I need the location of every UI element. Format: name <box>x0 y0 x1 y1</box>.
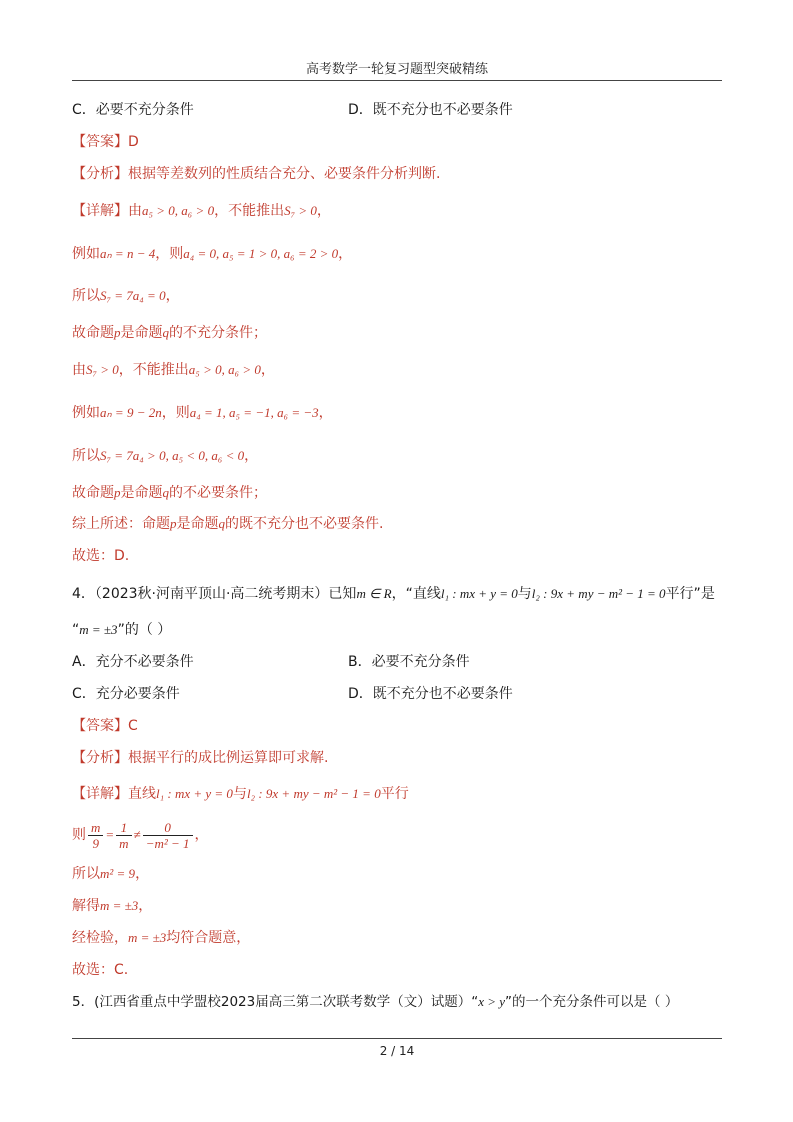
text: 所以 <box>72 866 100 882</box>
fraction-m-over-9 <box>88 820 103 851</box>
answer-value: C <box>128 718 138 734</box>
detail-tag: 【详解】 <box>72 203 128 219</box>
math: p <box>114 325 121 340</box>
analysis-text: 根据平行的成比例运算即可求解. <box>128 750 329 766</box>
text: 例如 <box>72 405 100 421</box>
numerator: 0 <box>143 820 193 836</box>
text: 所以 <box>72 448 100 464</box>
math: m² = 9 <box>100 866 136 881</box>
numerator: 1 <box>116 820 131 836</box>
math: p <box>170 516 177 531</box>
text: 的既不充分也不必要条件. <box>225 516 384 532</box>
q3-detail-line-3 <box>72 286 180 306</box>
text: 由 <box>72 362 86 378</box>
page-number: 2 / 14 <box>379 1044 415 1058</box>
text: ”的一个充分条件可以是（ ） <box>505 994 679 1010</box>
page-header: 高考数学一轮复习题型突破精练 <box>305 62 488 77</box>
q3-option-d: D．既不充分也不必要条件 <box>348 102 513 118</box>
math: q <box>162 325 169 340</box>
text: ， <box>138 898 153 914</box>
answer-tag: 【答案】 <box>72 134 128 150</box>
q3-answer <box>72 132 139 152</box>
q3-detail-line-1 <box>72 201 331 221</box>
q4-analysis <box>72 748 328 768</box>
q3-option-c: C．必要不充分条件 <box>72 102 194 118</box>
answer-tag: 【答案】 <box>72 718 128 734</box>
text: 所以 <box>72 288 100 304</box>
q3-detail-line-5 <box>72 360 275 380</box>
text: ， <box>165 288 180 304</box>
math: q <box>162 485 169 500</box>
detail-tag: 【详解】 <box>72 786 128 802</box>
q4-stem-line-1 <box>72 584 715 604</box>
text: 是命题 <box>176 516 219 532</box>
math: a₅ > 0, a₆ > 0 <box>142 203 215 218</box>
q3-detail-line-10: 故选：D. <box>72 548 130 564</box>
math: l₂ : 9x + my − m² − 1 = 0 <box>246 786 381 801</box>
math: S₇ > 0 <box>284 203 317 218</box>
math: aₙ = 9 − 2n <box>100 405 162 420</box>
text: ”的（ ） <box>117 622 172 638</box>
text: 平行”是 <box>665 586 715 602</box>
q3-detail-line-9 <box>72 514 383 534</box>
math: l₂ : 9x + my − m² − 1 = 0 <box>531 586 666 601</box>
math: a₄ = 0, a₅ = 1 > 0, a₆ = 2 > 0 <box>183 246 339 261</box>
text: ， <box>338 246 353 262</box>
text: ，不能推出 <box>214 203 285 219</box>
text: ， <box>194 827 209 843</box>
text: ， <box>135 866 150 882</box>
q3-detail-line-4 <box>72 323 267 343</box>
text: 例如 <box>72 246 100 262</box>
math: S₇ = 7a₄ > 0, a₅ < 0, a₆ < 0 <box>100 448 245 463</box>
text: 均符合题意， <box>166 930 251 946</box>
denominator: −m² − 1 <box>145 835 190 851</box>
text: ， <box>260 362 275 378</box>
analysis-tag: 【分析】 <box>72 166 128 182</box>
analysis-text: 根据等差数列的性质结合充分、必要条件分析判断. <box>128 166 441 182</box>
footer-rule <box>72 1038 722 1039</box>
math: m = ±3 <box>128 930 167 945</box>
text: 平行 <box>380 786 409 802</box>
numerator: m <box>88 820 103 836</box>
text: ， <box>244 448 259 464</box>
math: p <box>114 485 121 500</box>
math: x > y <box>478 994 506 1009</box>
math: m = ±3 <box>100 898 139 913</box>
text: ， <box>318 405 333 421</box>
math: S₇ = 7a₄ = 0 <box>100 288 166 303</box>
text: 5．(江西省重点中学盟校2023届高三第二次联考数学（文）试题）“ <box>72 994 479 1010</box>
answer-value: D <box>128 134 139 150</box>
q4-answer <box>72 716 138 736</box>
fraction-0-over-expr <box>143 820 193 851</box>
text: 则 <box>72 827 86 843</box>
text: ，则 <box>161 405 190 421</box>
text: ， <box>316 203 331 219</box>
q4-detail-line-3 <box>72 864 149 884</box>
text: 的不充分条件； <box>169 325 267 341</box>
text: 是命题 <box>120 485 163 501</box>
text: ，不能推出 <box>118 362 189 378</box>
text: 故命题 <box>72 485 114 501</box>
q4-option-b: B．必要不充分条件 <box>348 654 470 670</box>
text: 由 <box>128 203 142 219</box>
text: 的不必要条件； <box>169 485 267 501</box>
not-equal-sign: ≠ <box>133 827 141 842</box>
q3-analysis <box>72 164 440 184</box>
text: ，则 <box>155 246 184 262</box>
text: 4．（2023秋·河南平顶山·高二统考期末）已知 <box>72 586 357 602</box>
q4-detail-line-6: 故选：C. <box>72 962 129 978</box>
q5-stem <box>72 992 678 1012</box>
q4-detail-line-2 <box>72 818 209 852</box>
denominator: 9 <box>92 835 99 851</box>
math: l₁ : mx + y = 0 <box>440 586 518 601</box>
q4-option-c: C．充分必要条件 <box>72 686 180 702</box>
text: 直线 <box>128 786 156 802</box>
text: 与 <box>232 786 247 802</box>
q3-detail-line-7 <box>72 446 258 466</box>
q3-detail-line-2 <box>72 244 352 264</box>
text: 是命题 <box>120 325 163 341</box>
header-rule <box>72 80 722 81</box>
q4-option-d: D．既不充分也不必要条件 <box>348 686 513 702</box>
q4-stem-line-2 <box>72 620 171 640</box>
text: ，“直线 <box>391 586 441 602</box>
q4-detail-line-4 <box>72 896 152 916</box>
q4-detail-line-5 <box>72 928 250 948</box>
analysis-tag: 【分析】 <box>72 750 128 766</box>
math: m = ±3 <box>79 622 118 637</box>
math: S₇ > 0 <box>86 362 119 377</box>
math: q <box>218 516 225 531</box>
denominator: m <box>119 835 129 851</box>
fraction-1-over-m <box>116 820 131 851</box>
q3-detail-line-6 <box>72 403 333 423</box>
q4-detail-line-1 <box>72 784 409 804</box>
math: l₁ : mx + y = 0 <box>156 786 233 801</box>
text: 与 <box>517 586 532 602</box>
math: m ∈ R <box>356 586 392 601</box>
text: 解得 <box>72 898 100 914</box>
q4-option-a: A．充分不必要条件 <box>72 654 194 670</box>
equals-sign: = <box>105 827 115 842</box>
math: a₄ = 1, a₅ = −1, a₆ = −3 <box>189 405 319 420</box>
text: “ <box>72 622 80 638</box>
text: 故命题 <box>72 325 114 341</box>
math: a₅ > 0, a₆ > 0 <box>188 362 261 377</box>
q3-detail-line-8 <box>72 483 267 503</box>
text: 经检验， <box>72 930 128 946</box>
math: aₙ = n − 4 <box>100 246 156 261</box>
text: 综上所述：命题 <box>72 516 170 532</box>
